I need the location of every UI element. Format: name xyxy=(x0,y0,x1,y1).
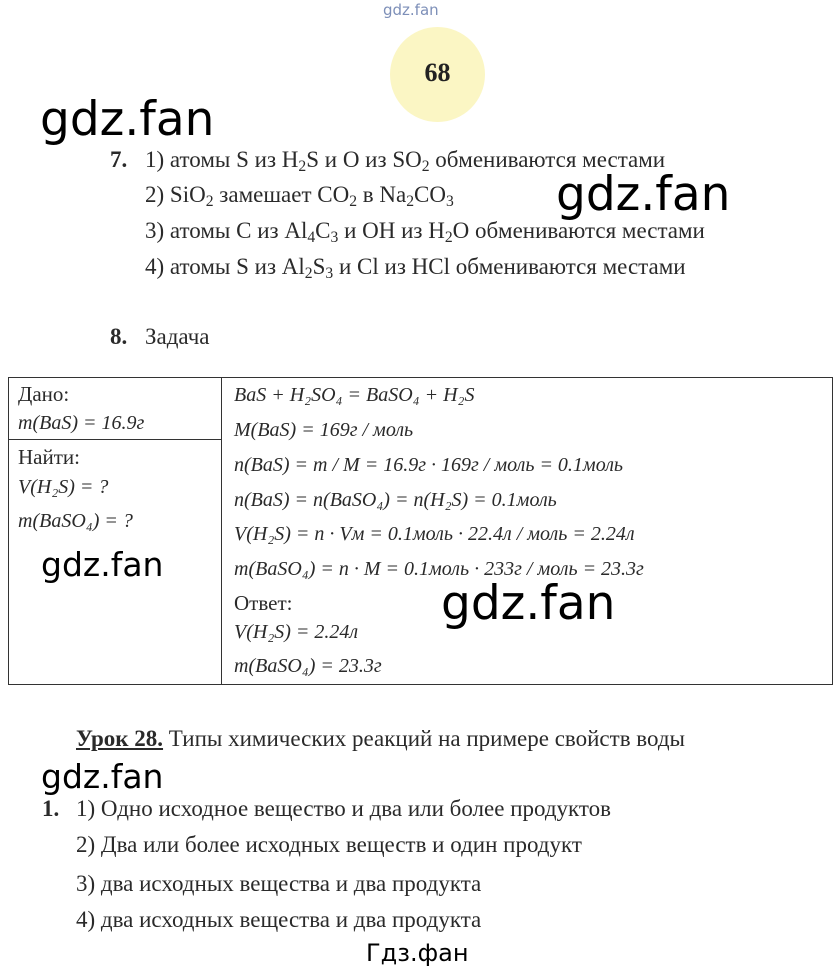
solution-line-1: BaS + H₂SO₄ = BaSO₄ + H₂S xyxy=(234,384,475,406)
table-divider-vertical xyxy=(221,377,222,685)
find-value-2: m(BaSO₄) = ? xyxy=(18,510,133,532)
lesson-title: Типы химических реакций на примере свойств воды xyxy=(163,726,685,751)
task7-item-4: 4) атомы S из $Al_2S_3$ и Cl из HCl обмениваются местами xyxy=(145,254,686,282)
solution-line-5: V(H₂S) = n · Vм = 0.1моль · 22.4л / моль = 2.24л xyxy=(234,523,635,545)
solution-line-3: n(BaS) = m / M = 16.9г · 169г / моль = 0.1моль xyxy=(234,454,624,476)
watermark-1: gdz.fan xyxy=(40,92,215,147)
watermark-4: gdz.fan xyxy=(441,576,616,631)
watermark-2: gdz.fan xyxy=(556,167,731,222)
task7-item-3: 3) атомы C из $Al_4C_3$ и OH из $H_2O$ обмениваются местами xyxy=(145,218,705,246)
solution-line-2: M(BaS) = 169г / моль xyxy=(234,419,414,441)
lesson-label: Урок 28. xyxy=(76,726,164,751)
task1-item-3: 3) два исходных вещества и два продукта xyxy=(76,871,482,896)
task1-item-2: 2) Два или более исходных веществ и один продукт xyxy=(76,832,582,857)
watermark-3: gdz.fan xyxy=(41,545,164,584)
task1-item-4: 4) два исходных вещества и два продукта xyxy=(76,907,482,932)
lesson-heading xyxy=(76,727,685,750)
task8-label: Задача xyxy=(145,324,210,349)
table-divider-horizontal xyxy=(8,439,222,440)
watermark-bottom: Гдз.фан xyxy=(366,939,469,967)
answer-line-2: m(BaSO₄) = 23.3г xyxy=(234,655,382,677)
given-label: Дано: xyxy=(18,382,70,406)
task8-number: 8. xyxy=(110,324,128,349)
task7-item-1: 1) атомы S из $H_2S$ и O из $SO_2$ обмениваются местами xyxy=(145,147,666,175)
task1-item-1: 1) Одно исходное вещество и два или более продуктов xyxy=(76,796,612,821)
watermark-5: gdz.fan xyxy=(41,757,164,796)
task7-number: 7. xyxy=(110,147,128,172)
solution-line-6: m(BaSO₄) = n · M = 0.1моль · 233г / моль = 23.3г xyxy=(234,558,644,580)
given-value: m(BaS) = 16.9г xyxy=(18,412,145,434)
task1-number: 1. xyxy=(42,796,60,821)
task7-item-2: 2) SiO$_2$ замешает $CO_2$ в $Na_2CO_3$ xyxy=(145,182,454,210)
find-label: Найти: xyxy=(18,445,80,469)
solution-line-4: n(BaS) = n(BaSO₄) = n(H₂S) = 0.1моль xyxy=(234,489,557,511)
watermark-top: gdz.fan xyxy=(383,1,439,19)
answer-label: Ответ: xyxy=(234,591,293,615)
page-number: 68 xyxy=(424,58,451,87)
answer-line-1: V(H₂S) = 2.24л xyxy=(234,621,359,643)
find-value-1: V(H₂S) = ? xyxy=(18,476,109,498)
